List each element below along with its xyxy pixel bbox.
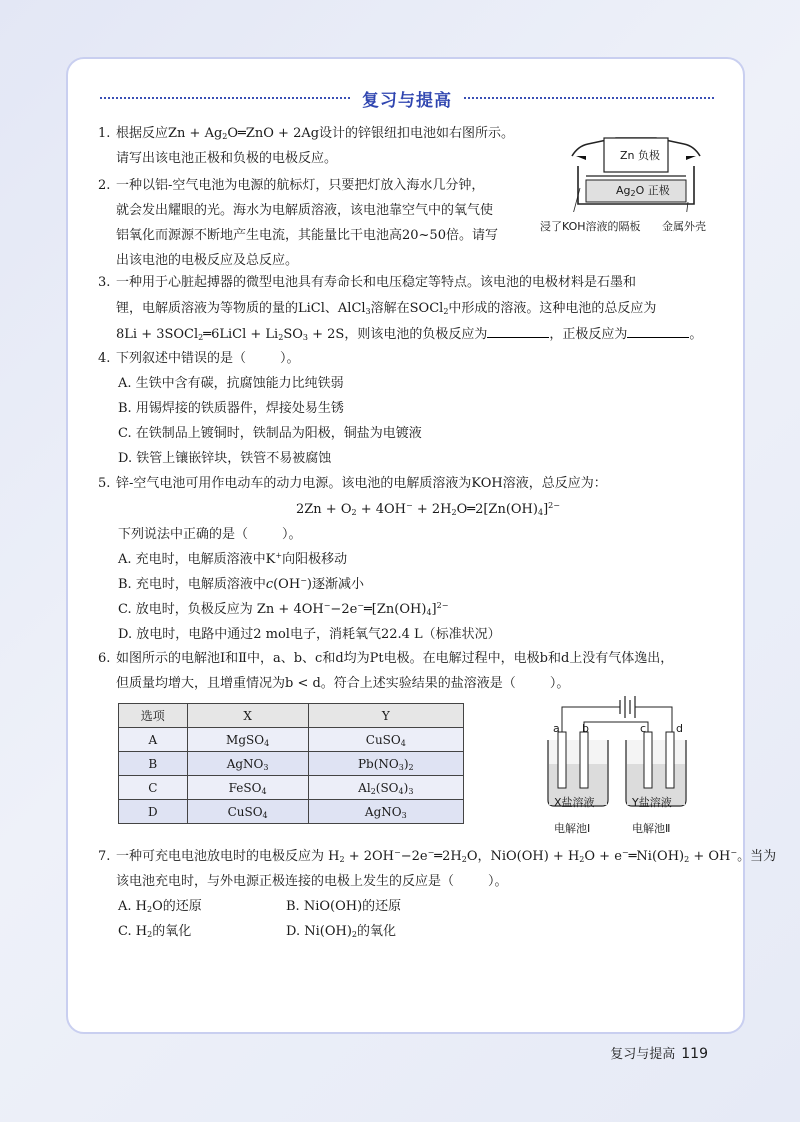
page-number: 119 bbox=[681, 1046, 708, 1062]
table-row[interactable]: B AgNO$_3$ $Pb(NO_3)_2$ bbox=[119, 752, 464, 776]
answer-blank-negative[interactable] bbox=[487, 324, 549, 338]
cell-2-label: 电解池Ⅱ bbox=[632, 822, 671, 835]
q7-option-d[interactable]: D. $Ni(OH)_2$的氧化 bbox=[286, 924, 397, 939]
table-header: X bbox=[187, 704, 308, 728]
q4-option-b[interactable]: B. 用锡焊接的铁质器件，焊接处易生锈 bbox=[118, 401, 344, 416]
answer-blank-positive[interactable] bbox=[627, 324, 689, 338]
q1-line2: 请写出该电池正极和负极的电极反应。 bbox=[116, 151, 338, 166]
q1-line1: 根据反应$Zn + Ag_2O═ZnO + 2Ag$设计的锌银纽扣电池如右图所示。 bbox=[116, 126, 515, 141]
electrode-a-label: a bbox=[553, 722, 560, 735]
separator-label: 浸了KOH溶液的隔板 bbox=[540, 220, 641, 233]
zn-anode-label: Zn 负极 bbox=[620, 149, 661, 162]
q4-option-d[interactable]: D. 铁管上镶嵌锌块，铁管不易被腐蚀 bbox=[118, 451, 332, 466]
q7-option-a[interactable]: A. $H_2O$的还原 bbox=[118, 899, 202, 914]
q5-option-b[interactable]: B. 充电时，电解质溶液中c(OH−)逐渐减小 bbox=[118, 576, 364, 592]
q4-option-c[interactable]: C. 在铁制品上镀铜时，铁制品为阳极，铜盐为电镀液 bbox=[118, 426, 422, 441]
table-row[interactable]: D CuSO$_4$ AgNO$_3$ bbox=[119, 800, 464, 824]
y-solution-label: Y盐溶液 bbox=[632, 796, 672, 809]
electrode-c-label: c bbox=[640, 722, 647, 735]
table-row[interactable]: A MgSO$_4$ CuSO$_4$ bbox=[119, 728, 464, 752]
header-dots-right bbox=[464, 97, 714, 99]
electrode-d-label: d bbox=[676, 722, 683, 735]
section-header bbox=[100, 86, 714, 110]
cell-1-label: 电解池Ⅰ bbox=[554, 822, 591, 835]
section-title: 复习与提高 bbox=[362, 91, 452, 111]
q7-option-c[interactable]: C. $H_2$的氧化 bbox=[118, 924, 192, 939]
table-header: Y bbox=[308, 704, 463, 728]
q5-option-d[interactable]: D. 放电时，电路中通过2 mol电子，消耗氧气22.4 L（标准状况） bbox=[118, 627, 501, 642]
x-solution-label: X盐溶液 bbox=[554, 796, 595, 809]
footer-label: 复习与提高 bbox=[610, 1047, 676, 1062]
q5-equation: $2Zn + O_2 + 4OH^-$ + $2H_2O═2[Zn(OH)_4]^{2-}$ bbox=[296, 501, 560, 517]
button-battery-figure bbox=[566, 126, 706, 212]
table-header: 选项 bbox=[119, 704, 188, 728]
q7-option-b[interactable]: B. NiO(OH)的还原 bbox=[286, 899, 402, 914]
q4-option-a[interactable]: A. 生铁中含有碳，抗腐蚀能力比纯铁弱 bbox=[118, 376, 344, 391]
page-footer bbox=[610, 1043, 708, 1062]
q6-options-table bbox=[118, 703, 464, 824]
q5-option-c[interactable]: C. 放电时，负极反应为 $Zn + 4OH^--2e^-═[Zn(OH)_4]^{2-}$ bbox=[118, 601, 449, 617]
electrode-b-label: b bbox=[582, 722, 589, 735]
shell-label: 金属外壳 bbox=[662, 220, 706, 233]
table-row[interactable]: C FeSO$_4$ $Al_2(SO_4)_3$ bbox=[119, 776, 464, 800]
ag2o-cathode-label: $Ag_2O$ 正极 bbox=[616, 184, 670, 198]
q5-option-a[interactable]: A. 充电时，电解质溶液中K+向阳极移动 bbox=[118, 551, 348, 567]
